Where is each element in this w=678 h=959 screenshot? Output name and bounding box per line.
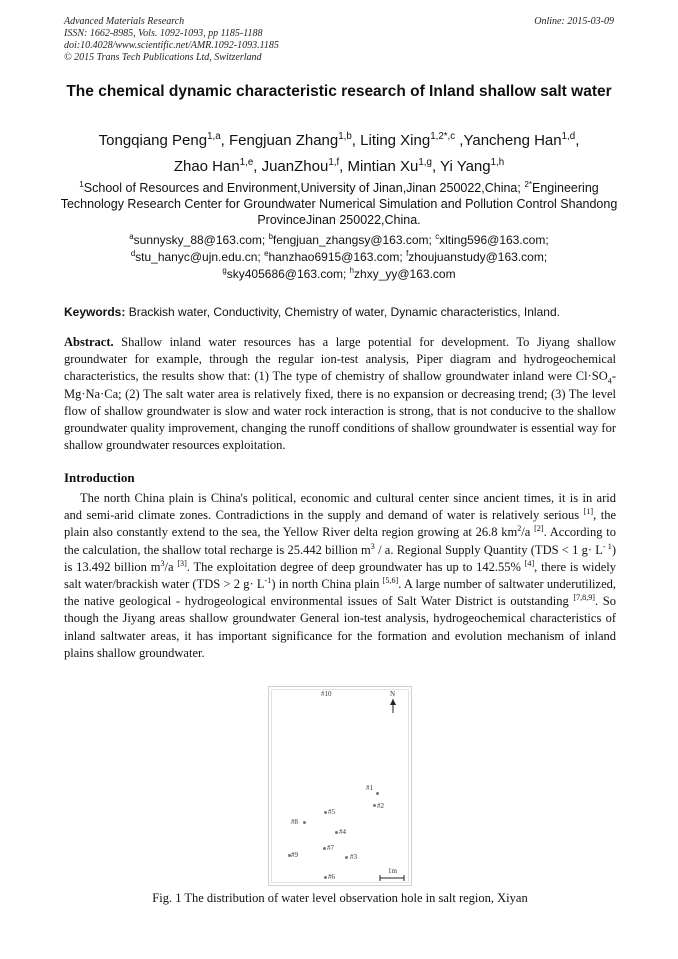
email-address: sky405686@163.com; [226,267,350,281]
well-marker [324,811,327,814]
well-marker [303,821,306,824]
email-sup: c [435,232,440,241]
email-address: zhoujuanstudy@163.com; [408,250,548,264]
author-separator: , [220,132,229,149]
author-list [50,128,628,180]
author-affiliation-sup: 1,f [328,157,340,168]
author-separator: , [455,132,464,149]
keywords [64,304,616,320]
author-affiliation-sup: 1,d [561,131,576,142]
intro-text: , the plain also constantly extend to the sea, the Yellow River delta region growing at 26.8 km [64,508,616,540]
author-separator: , [351,132,361,149]
figure-caption: Fig. 1 The distribution of water level observation hole in salt region, Xiyan [152,891,528,905]
email-address: sunnysky_88@163.com; [133,233,269,247]
email-list [60,232,618,283]
email-sup: d [130,249,136,258]
author-affiliation-sup: 1,e [239,157,254,168]
author-separator: , [431,158,441,175]
intro-text: /a [164,559,178,574]
intro-text: ) is 13.492 billion m [64,542,616,574]
citation: [7,8,9] [573,593,595,603]
author-affiliation-sup: 1,h [490,157,505,168]
intro-text: / a. Regional Supply Quantity (TDS < 1 g· L [374,542,603,557]
well-marker [323,847,326,850]
author-affiliation-sup: 1,a [207,131,221,142]
intro-text: . The exploitation degree of deep groundwater has up to 142.55% [186,559,525,574]
email-address: stu_hanyc@ujn.edu.cn; [135,250,265,264]
scale-bar-icon [379,875,405,881]
email-sup: h [349,266,355,275]
author-line-1 [50,128,628,154]
figure-map [268,686,412,886]
intro-text: The north China plain is China's political, economic and cultural center since ancient times, it is in arid and semi-arid climate zones. Contradictions in the supply and demand of water is relatively serious [64,491,616,523]
well-marker [376,792,379,795]
scale-label: 1m [388,867,397,875]
email-address: xlting596@163.com; [439,233,549,247]
citation: [1] [583,507,594,517]
email-line [60,266,618,283]
citation: [2] [534,524,544,534]
affiliation-sup-2: 2* [524,179,532,189]
email-line [60,232,618,249]
author-name: Liting Xing [360,132,431,149]
author-name: Yi Yang [440,158,491,175]
author-affiliation-sup: 1,b [338,131,352,142]
unit-sup: - 1 [602,541,612,551]
doi-line: doi:10.4028/www.scientific.net/AMR.1092-1093.1185 [64,40,279,51]
map-label: #3 [350,853,357,861]
well-marker [373,804,376,807]
email-address: fengjuan_zhangsy@163.com; [272,233,436,247]
well-marker [288,854,291,857]
map-label: #6 [328,873,335,881]
unit-sup: 2 [517,524,522,534]
email-sup: g [222,266,227,275]
intro-text: /a [521,525,535,540]
intro-text: . So though the Jiyang areas shallow groundwater General ion-test analysis, hydrogeochemical characteristics of inland saltwater areas, it has important significance for the formation and evolution mechanism of inland plains shallow groundwater. [64,594,616,660]
email-sup: e [264,249,269,258]
email-sup: f [406,249,409,258]
north-arrow-icon [388,698,398,714]
introduction-heading: Introduction [64,470,135,485]
citation: [4] [524,558,535,568]
author-line-2 [50,154,628,180]
well-marker [345,856,348,859]
author-separator: , [575,132,580,149]
intro-text: ) in north China plain [271,577,383,592]
author-name: JuanZhou [261,158,329,175]
affiliation [60,180,618,228]
journal-header [64,16,614,64]
map-label: #5 [328,808,335,816]
copyright-line: © 2015 Trans Tech Publications Ltd, Switzerland [64,52,262,63]
intro-text: , there is widely salt water/brackish water (TDS > 2 g· L [64,559,616,592]
abstract [64,334,616,454]
issn-line: ISSN: 1662-8985, Vols. 1092-1093, pp 1185-1188 [64,28,263,39]
author-affiliation-sup: 1,2*,c [430,131,456,142]
author-name: Fengjuan Zhang [228,132,339,149]
author-name: Yancheng Han [463,132,562,149]
map-label: #9 [291,851,298,859]
map-label: #7 [327,844,334,852]
author-name: Zhao Han [173,158,240,175]
author-affiliation-sup: 1,g [418,157,432,168]
email-sup: a [129,232,134,241]
abstract-sub: 4 [607,376,612,386]
author-name: Tongqiang Peng [98,132,208,149]
map-label: #10 [321,690,332,698]
author-separator: , [339,158,348,175]
keywords-text: Brackish water, Conductivity, Chemistry of water, Dynamic characteristics, Inland. [125,305,560,319]
email-address: zhxy_yy@163.com [354,267,456,281]
affiliation-sup-1: 1 [79,179,84,189]
abstract-text-2: -Mg·Na·Ca; (2) The salt water area is relatively fixed, there is no expansion or decreasing trend; (3) The level flow of shallow groundwater is slow and water rock interaction is strong, that is not conducive to the shallow groundwater quality improvement, changing the runoff conditions of shallow groundwater is essential way for shallow groundwater resources exploitation. [64,369,616,453]
journal-name: Advanced Materials Research [64,16,185,27]
email-address: hanzhao6915@163.com; [268,250,407,264]
online-date: Online: 2015-03-09 [534,16,614,27]
unit-sup: 3 [160,558,165,568]
author-separator: , [253,158,262,175]
introduction-paragraph [64,490,616,662]
well-marker [324,876,327,879]
keywords-label: Keywords: [64,305,126,319]
abstract-label: Abstract. [64,335,114,349]
email-sup: b [268,232,273,241]
email-line [60,249,618,266]
affiliation-text-1: School of Resources and Environment,University of Jinan,Jinan 250022,China; [83,181,525,195]
abstract-text-1: Shallow inland water resources has a large potential for development. To Jiyang shallow groundwater for example, through the regular ion-test analysis, Piper diagram and hydrogeochemical characteristics, the results show that: (1) The type of chemistry of shallow groundwater inland were Cl·SO [64,335,616,384]
north-arrow-label: N [390,690,396,698]
map-label: #2 [377,802,384,810]
citation: [3] [177,558,187,568]
map-label: #4 [339,828,346,836]
map-label: #1 [366,784,373,792]
intro-text: . According to the calculation, the shallow total recharge is 25.442 billion m [64,525,617,557]
paper-title: The chemical dynamic characteristic research of Inland shallow salt water [66,83,612,100]
author-name: Mintian Xu [347,158,419,175]
intro-text: . A large number of saltwater underutilized, the native geological - hydrogeological environmental issues of Salt Water District is outstanding [64,577,617,609]
unit-sup: 3 [370,541,375,551]
map-label: #8 [291,818,298,826]
citation: [5,6] [382,575,399,585]
well-marker [335,831,338,834]
affiliation-text-2: Engineering Technology Research Center for Groundwater Numerical Simulation and Pollution Control Shandong ProvinceJinan 250022,China. [60,181,618,227]
unit-sup: -1 [264,575,272,585]
